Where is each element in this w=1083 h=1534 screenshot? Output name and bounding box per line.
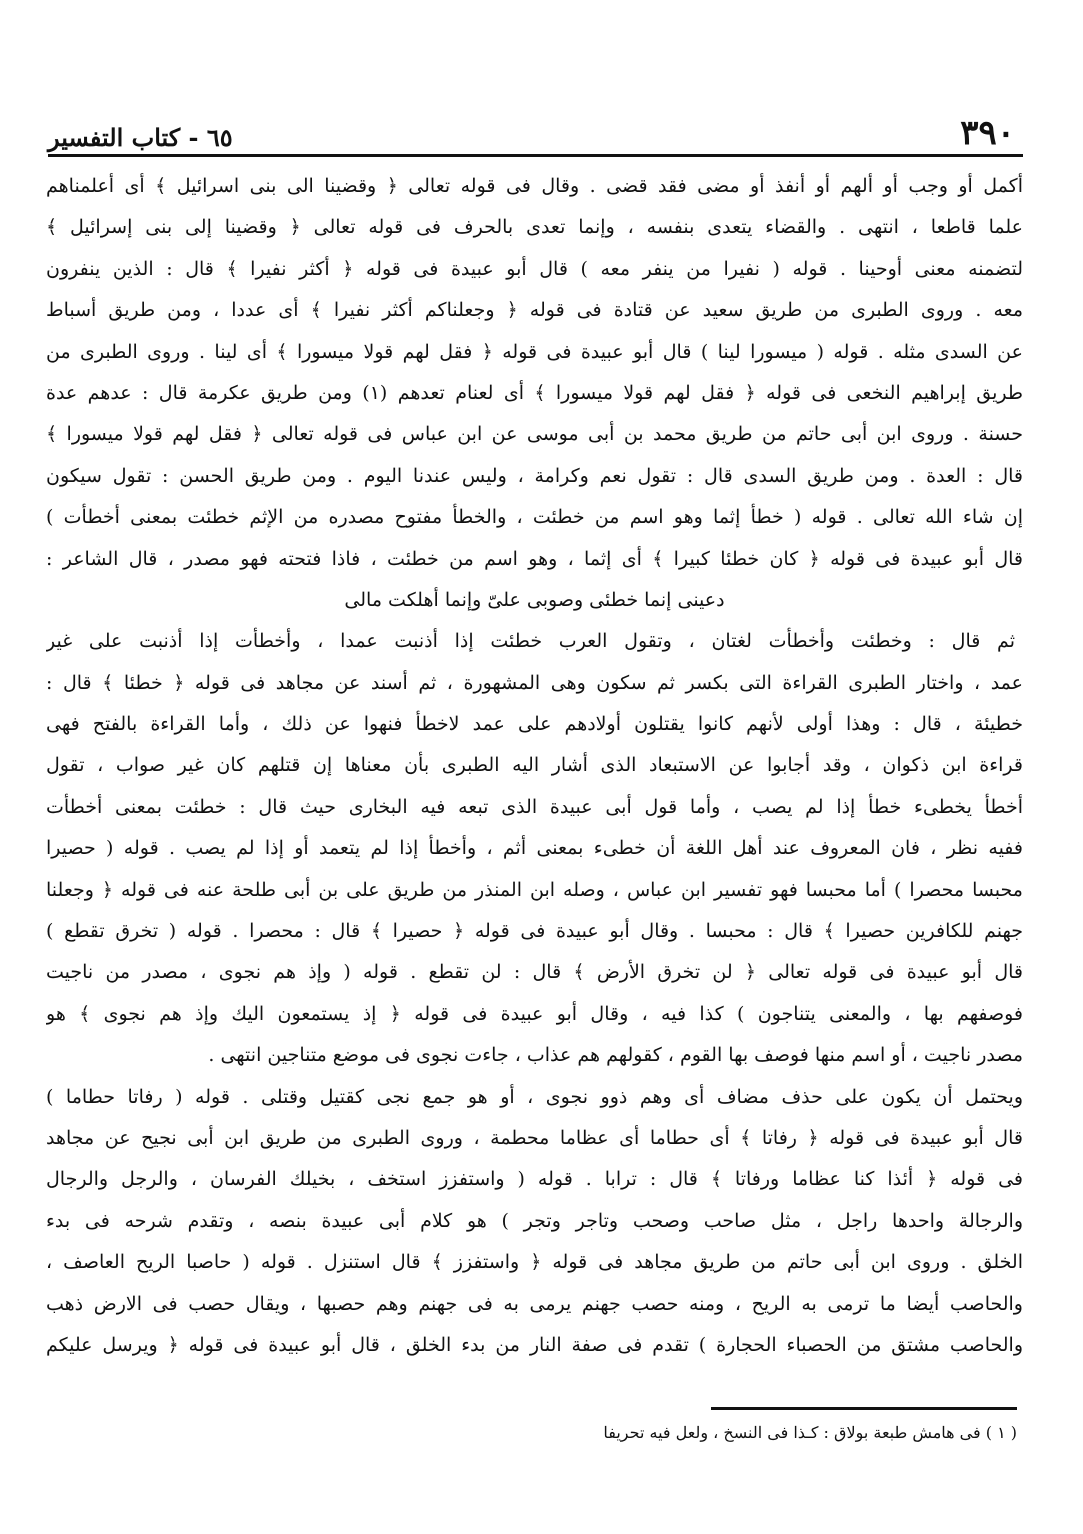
text-line: قال : العدة . ومن طريق السدى قال : تقول نعم وكرامة ، وليس عندنا اليوم . ومن طريق الحسن : تقول سيكون (46, 464, 1023, 487)
text-line: قال أبو عبيدة فى قوله ﴿ كان خطئا كبيرا ﴾ أى إثما ، وهو اسم من خطئت ، فاذا فتحته فهو مصدر ، قال الشاعر : (46, 547, 1023, 570)
text-line: قراءة ابن ذكوان ، وقد أجابوا عن الاستبعاد الذى أشار اليه الطبرى بأن معناها إن قتلهم كان غير صواب ، تقول (46, 754, 1023, 777)
text-line: لتضمنه معنى أوحينا . قوله ( نفيرا من ينفر معه ) قال أبو عبيدة فى قوله ﴿ أكثر نفيرا ﴾ قال : الذين ينفرون (46, 257, 1023, 280)
text-line: جهنم للكافرين حصيرا ﴾ قال : محبسا . وقال أبو عبيدة فى قوله ﴿ حصيرا ﴾ قال : محصرا . قوله ( تخرق تقطع ) (46, 920, 1023, 943)
body-text (46, 166, 1023, 1366)
text-line: أكمل أو وجب أو ألهم أو أنفذ أو مضى فقد قضى . وقال فى قوله تعالى ﴿ وقضينا الى بنى اسرائيل ﴾ أى أعلمناهم (46, 175, 1023, 197)
text-line: والحاصب مشتق من الحصباء الحجارة ) تقدم فى صفة النار من بدء الخلق ، قال أبو عبيدة فى قوله ﴿ ويرسل عليكم (46, 1333, 1023, 1356)
text-line: والرجالة واحدها راجل ، مثل صاحب وصحب وتاجر وتجر ) هو كلام أبى عبيدة بنصه ، وتقدم شرحه فى بدء (46, 1209, 1023, 1232)
running-title: ٦٥ - كتاب التفسير (48, 123, 233, 152)
text-line: عن السدى مثله . قوله ( ميسورا لينا ) قال أبو عبيدة فى قوله ﴿ فقل لهم قولا ميسورا ﴾ أى لينا . وروى الطبرى من (46, 340, 1023, 363)
text-line: حسنة . وروى ابن أبى حاتم من طريق محمد بن أبى موسى عن ابن عباس فى قوله تعالى ﴿ فقل لهم قولا ميسورا ﴾ (46, 423, 1023, 446)
text-line: معه . وروى الطبرى من طريق سعيد عن قتادة فى قوله ﴿ وجعلناكم أكثر نفيرا ﴾ أى عددا ، ومن طريق أسباط (46, 299, 1023, 322)
footnote: ( ١ ) فى هامش طبعة بولاق : كـذا فى النسخ ، ولعل فيه تحريفا (603, 1423, 1017, 1442)
text-line: إن شاء الله تعالى . قوله ( خطأ إثما وهو اسم من خطئت ، والخطأ مفتوح مصدره من الإثم خطئت بمعنى أخطأت ) (46, 506, 1023, 529)
page-header (48, 100, 1015, 153)
text-line: قال أبو عبيدة فى قوله تعالى ﴿ لن تخرق الأرض ﴾ قال : لن تقطع . قوله ( وإذ هم نجوى ، مصدر من ناجيت (46, 961, 1023, 984)
footnote-rule (711, 1407, 1017, 1410)
text-line: والحاصب أيضا ما ترمى به الريح ، ومنه حصب جهنم يرمى به فى جهنم وهم حصبها ، ويقال حصب فى الارض ذهب (46, 1292, 1023, 1315)
text-line: الخلق . وروى ابن أبى حاتم من طريق مجاهد فى قوله ﴿ واستفزز ﴾ قال استنزل . قوله ( حاصبا الريح العاصف ، (46, 1251, 1023, 1274)
text-line: عمد ، واختار الطبرى القراءة التى بكسر ثم سكون وهى المشهورة ، ثم أسند عن مجاهد فى قوله ﴿ خطئا ﴾ قال : (46, 671, 1023, 694)
text-line: علما قاطعا ، انتهى . والقضاء يتعدى بنفسه ، وإنما تعدى بالحرف فى قوله تعالى ﴿ وقضينا إلى بنى إسرائيل ﴾ (46, 216, 1023, 239)
text-line: طريق إبراهيم النخعى فى قوله ﴿ فقل لهم قولا ميسورا ﴾ أى لعنام تعدهم (١) ومن طريق عكرمة قال : عدهم عدة (46, 381, 1023, 404)
text-line: ويحتمل أن يكون على حذف مضاف أى وهم ذوو نجوى ، أو هو جمع نجى كقتيل وقتلى . قوله ( رفاتا حطاما ) (46, 1085, 1023, 1108)
text-line: قال أبو عبيدة فى قوله ﴿ رفاتا ﴾ أى حطاما أى عظاما محطمة ، وروى الطبرى من طريق ابن أبى نجيح عن مجاهد (46, 1126, 1023, 1149)
text-line: ففيه نظر ، فان المعروف عند أهل اللغة أن خطىء بمعنى أثم ، وأخطأ إذا لم يتعمد أو إذا لم يصب . قوله ( حصيرا (46, 837, 1023, 860)
page-number: ٣٩٠ (960, 113, 1015, 153)
text-line: فوصفهم بها ، والمعنى يتناجون ) كذا فيه ، وقال أبو عبيدة فى قوله ﴿ إذ يستمعون اليك وإذ هم نجوى ﴾ هو (46, 1002, 1023, 1025)
header-rule (48, 154, 1023, 157)
text-line: خطيئة ، قال : وهذا أولى لأنهم كانوا يقتلون أولادهم على عمد لاخطأ فنهوا عن ذلك ، وأما القراءة بالفتح فهى (46, 713, 1023, 736)
text-line: محبسا محصرا ) أما محبسا فهو تفسير ابن عباس ، وصله ابن المنذر من طريق على بن أبى طلحة عنه فى قوله ﴿ وجعلنا (46, 878, 1023, 901)
poetry-verse: دعينى إنما خطئى وصوبى علىّ وإنما أهلكت مالى (344, 588, 725, 611)
text-line: فى قوله ﴿ أئذا كنا عظاما ورفاتا ﴾ قال : ترابا . قوله ( واستفزز استخف ، بخيلك الفرسان ، والرجل والرجال (46, 1168, 1023, 1191)
text-line: أخطأ يخطىء خطأ إذا لم يصب ، وأما قول أبى عبيدة الذى تبعه فيه البخارى حيث قال : خطئت بمعنى أخطأت (46, 795, 1023, 818)
text-line: ثم قال : وخطئت وأخطأت لغتان ، وتقول العرب خطئت إذا أذنبت عمدا ، وأخطأت إذا أذنبت على غير (46, 630, 1015, 653)
text-line: مصدر ناجيت ، أو اسم منها فوصف بها القوم ، كقولهم هم عذاب ، جاءت نجوى فى موضع متناجين انتهى . (208, 1044, 1023, 1067)
